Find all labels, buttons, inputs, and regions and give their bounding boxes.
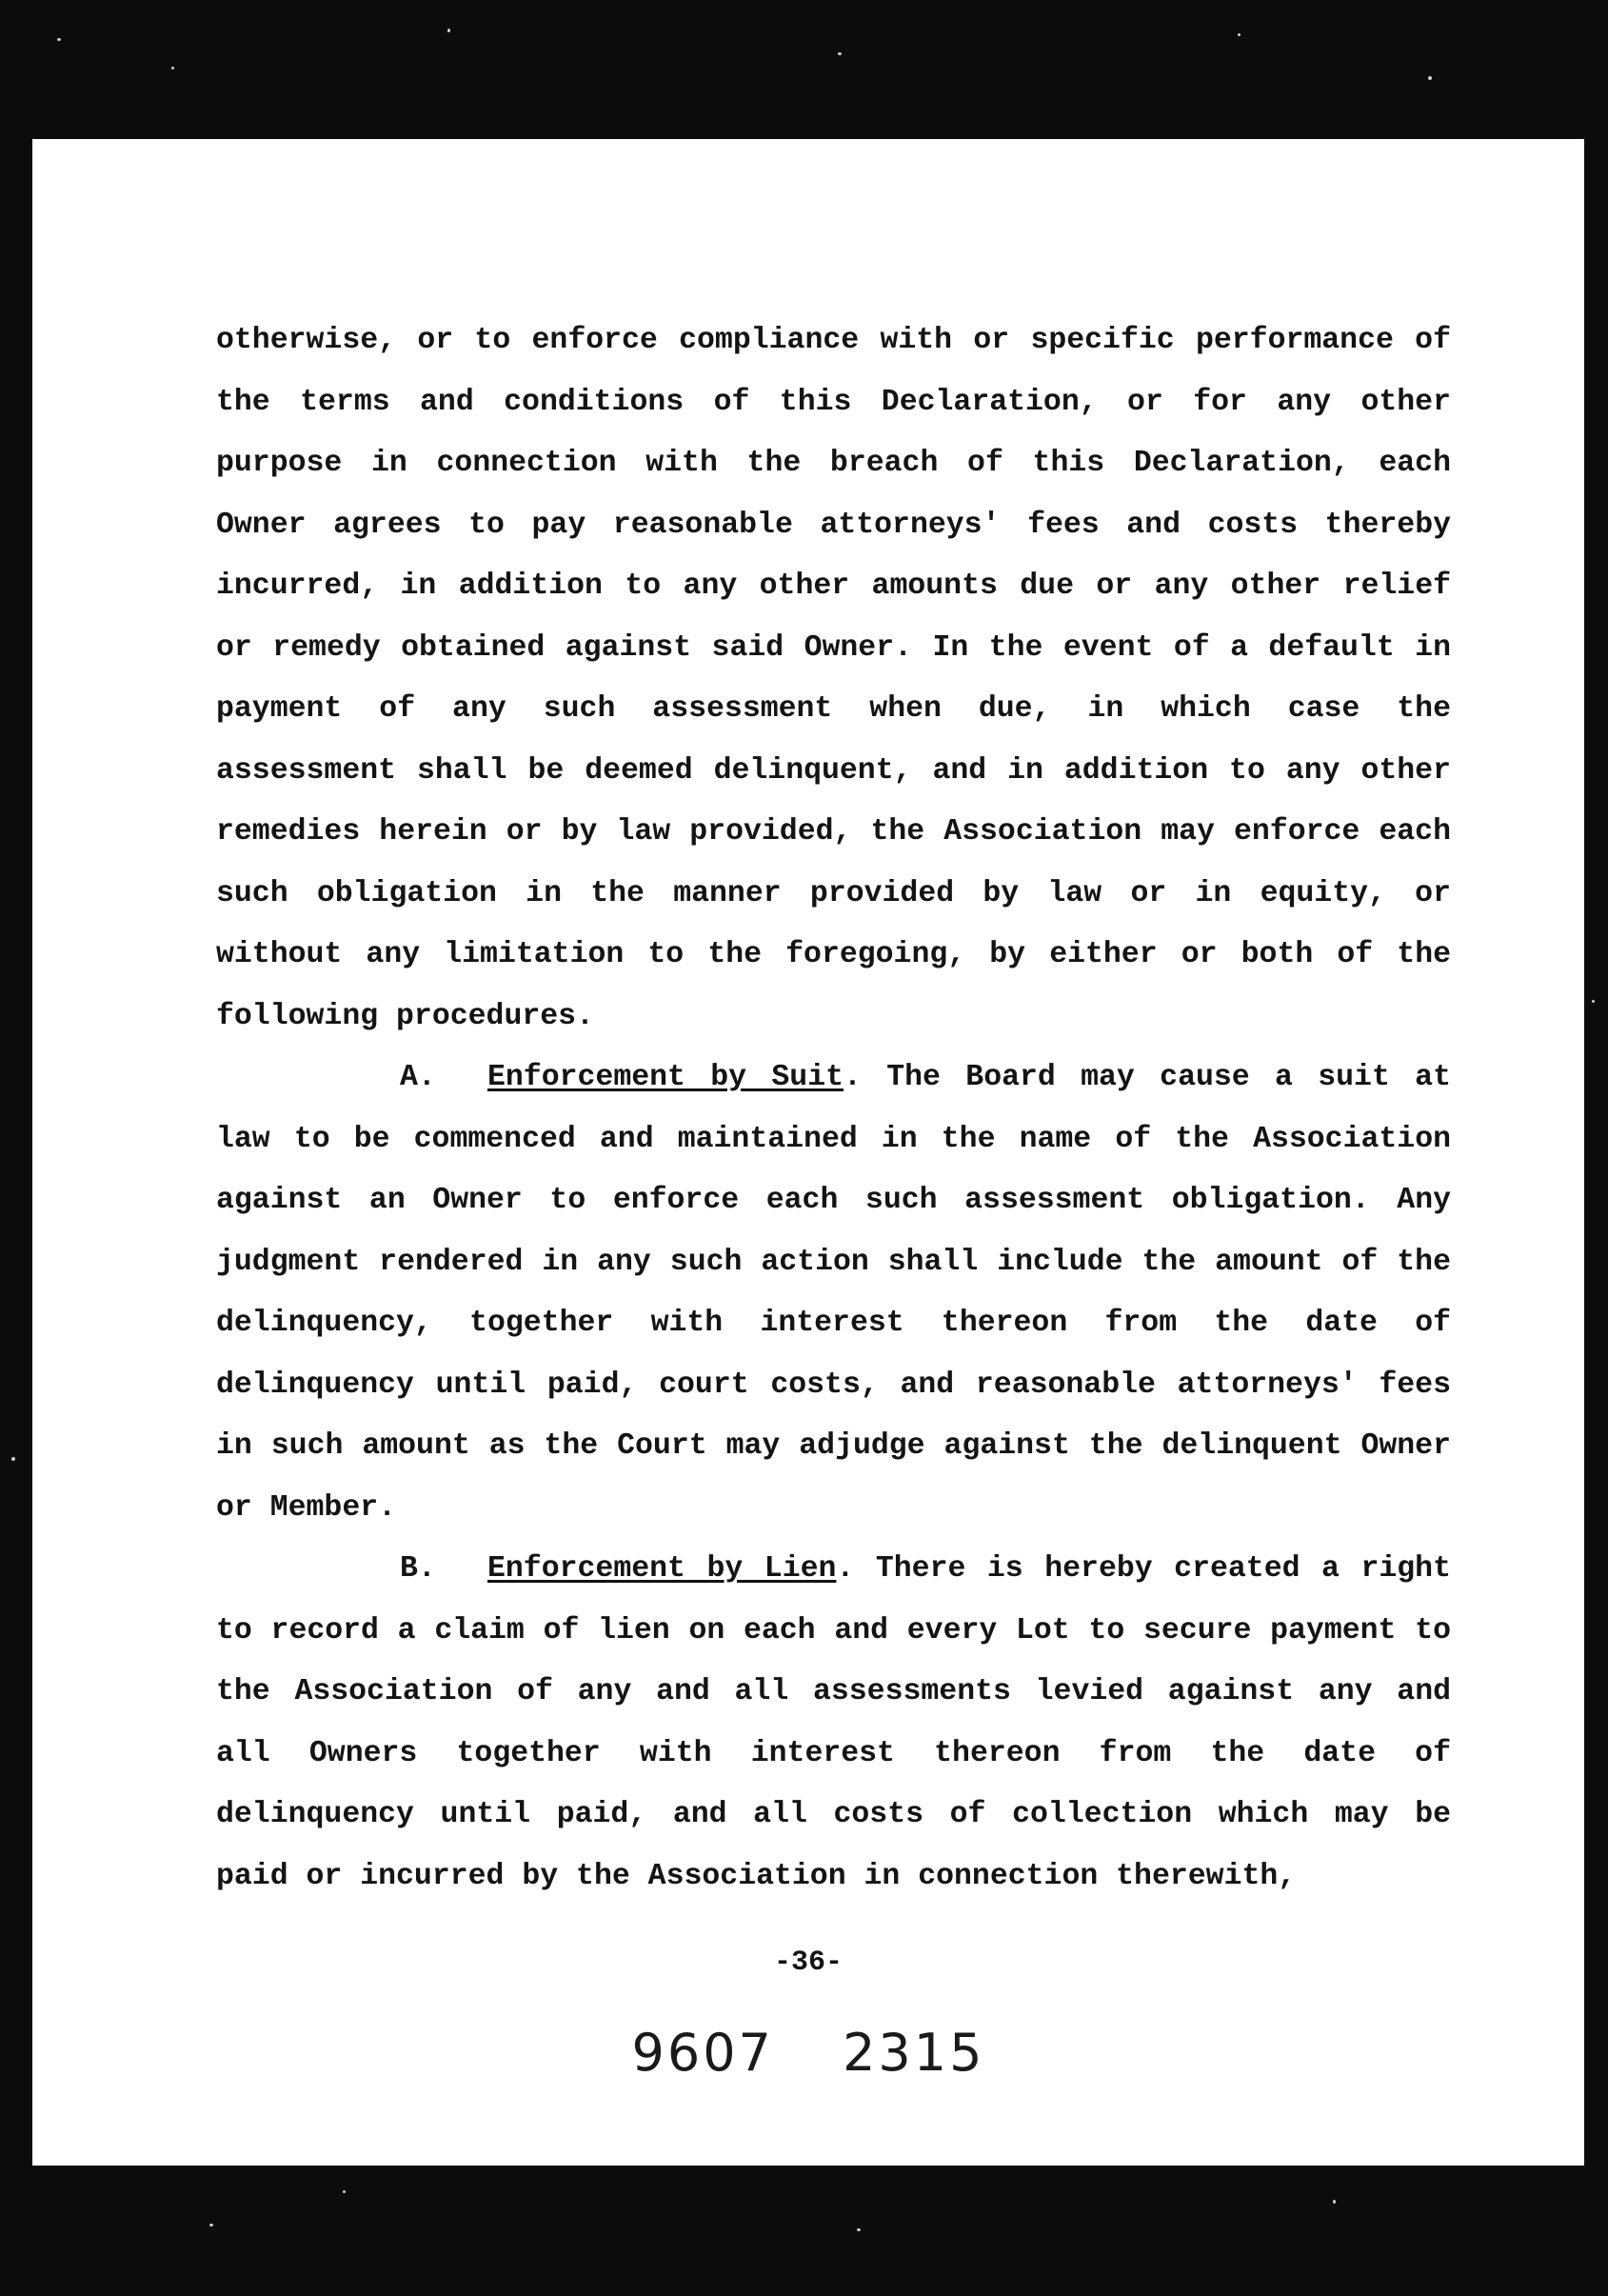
scan-speck [1238,33,1241,36]
paragraph-continuation: otherwise, or to enforce compliance with or specific performance of the terms and conditions of this Declaration, or for any other purpose in connection with the breach of this Declaration, each Owner agrees to pay reasonable attorneys' fees and costs thereby incurred, in addition to any other amounts due or any other relief or remedy obtained against said Owner. In the event of a default in payment of any such assessment when due, in which case the assessment shall be deemed delinquent, and in addition to any other remedies herein or by law provided, the Association may enforce each such obligation in the manner provided by law or in equity, or without any limitation to the foregoing, by either or both of the following procedures. [216,324,1451,1033]
scanned-page [32,139,1584,2166]
scan-speck [57,38,61,41]
scan-speck [209,2224,213,2226]
section-b-title: Enforcement by Lien [487,1552,837,1586]
section-a [216,1048,1451,1539]
document-body [216,310,1451,1907]
section-b [216,1539,1451,1907]
scan-speck [343,2190,346,2193]
scan-speck [11,1457,15,1461]
section-b-text: . There is hereby created a right to record a claim of lien on each and every Lot to secure payment to the Association of any and all assessments levied against any and all Owners together with interest thereon from the date of delinquency until paid, and all costs of collection which may be paid or incurred by the Association in connection therewith, [216,1552,1451,1893]
scan-speck [857,2228,861,2231]
scan-speck [1428,76,1432,80]
section-b-letter: B. [400,1552,436,1586]
section-a-text: . The Board may cause a suit at law to be commenced and maintained in the name of the Association against an Owner to enforce each such assessment obligation. Any judgment rendered in any such action shall include the amount of the delinquency, together with interest thereon from the date of delinquency until paid, court costs, and reasonable attorneys' fees in such amount as the Court may adjudge against the delinquent Owner or Member. [216,1061,1451,1525]
document-stamp-number: 9607 2315 [631,2023,985,2083]
scan-speck [447,29,450,32]
section-a-letter: A. [400,1061,436,1094]
scan-speck [171,67,174,70]
page-number: -36- [773,1947,843,1979]
section-a-title: Enforcement by Suit [487,1061,844,1094]
scan-speck [1592,1000,1595,1003]
scan-speck [1333,2200,1336,2204]
scan-speck [838,52,842,55]
